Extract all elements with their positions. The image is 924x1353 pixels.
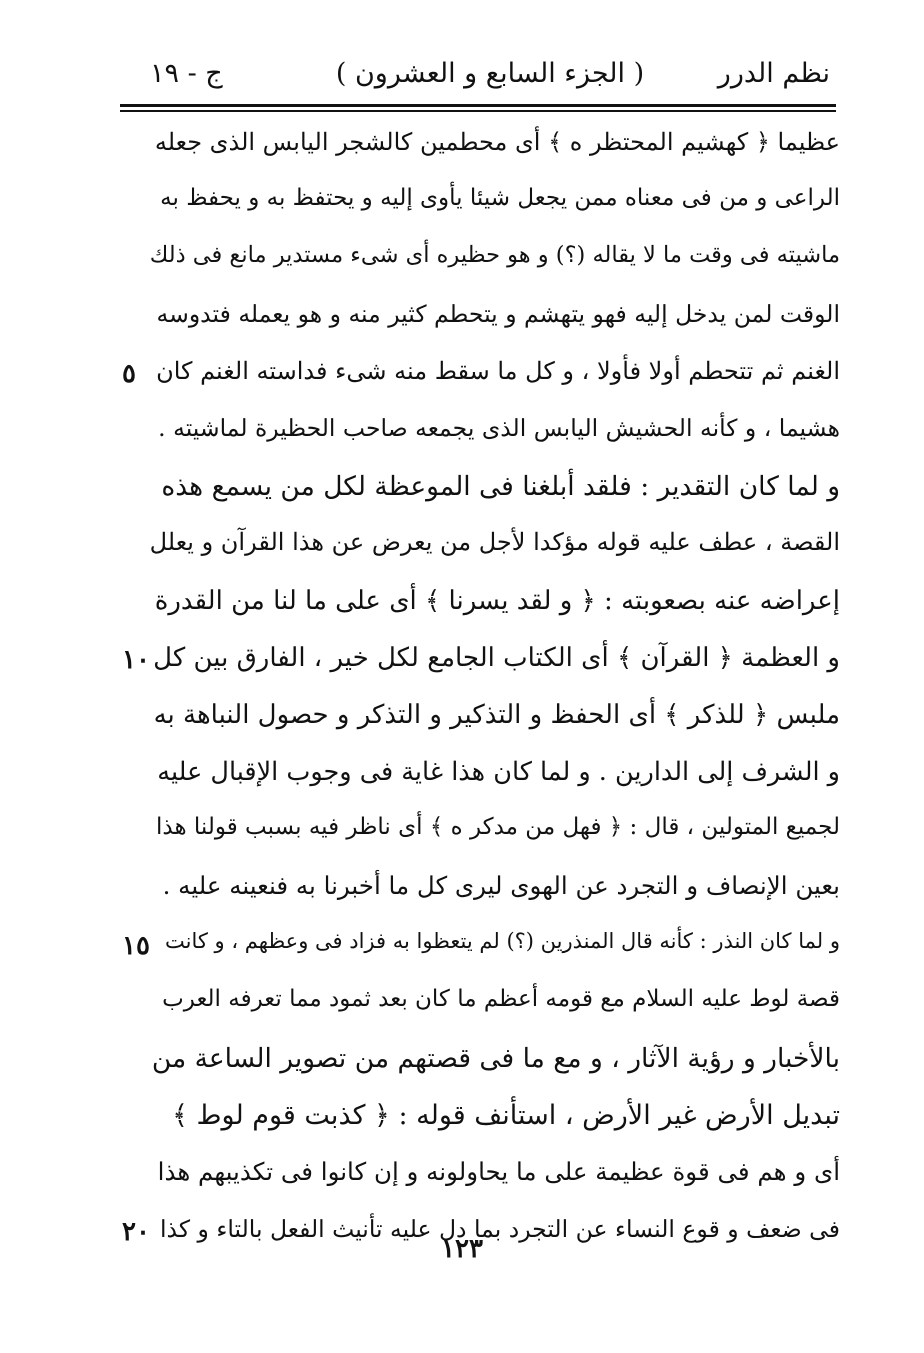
text-line [150,177,840,234]
text-line [150,234,840,291]
line-text: هشيما ، و كأنه الحشيش اليابس الذى يجمعه صاحب الحظيرة لماشيته . [158,413,840,442]
line-number: ٥ [122,358,136,389]
line-text: عظيما ﴿ كهشيم المحتظر ه ﴾ أى محطمين كالشجر اليابس الذى جعله [154,128,840,156]
line-text: ملبس ﴿ للذكر ﴾ أى الحفظ و التذكير و التذكر و حصول النباهة به [153,699,840,730]
book-title: نظم الدرر [717,58,830,89]
line-text: الغنم ثم تتحطم أولا فأولا ، و كل ما سقط منه شىء فداسته الغنم كان [156,356,840,385]
text-line [150,520,840,577]
header-rule-thin [120,110,836,112]
line-text: فى ضعف و قوع النساء عن التجرد بما دل عليه تأنيث الفعل بالتاء و كذا [159,1214,840,1243]
line-text: و لما كان النذر : كأنه قال المنذرين (؟) لم يتعظوا به فزاد فى وعظهم ، و كانت [164,928,840,953]
text-line [150,863,840,920]
line-text: إعراضه عنه بصعوبته : ﴿ و لقد يسرنا ﴾ أى على ما لنا من القدرة [154,585,840,616]
text-line [122,635,840,692]
text-line [122,349,840,406]
line-number: ١٠ [122,644,150,675]
text-line [150,120,840,177]
text-line [150,578,840,635]
line-text: قصة لوط عليه السلام مع قومه أعظم ما كان بعد ثمود مما تعرفه العرب [162,985,840,1012]
running-header [150,52,830,102]
line-text: الراعى و من فى معناه ممن يجعل شيئا يأوى إليه و يحتفظ به و يحفظ به [160,185,840,212]
page-number: ١٢٣ [441,1234,483,1264]
body-text [122,120,840,1264]
line-text: القصة ، عطف عليه قوله مؤكدا لأجل من يعرض عن هذا القرآن و يعلل [149,528,840,557]
header-rule-thick [120,104,836,107]
line-text: بالأخبار و رؤية الآثار ، و مع ما فى قصتهم من تصوير الساعة من [151,1043,840,1074]
line-text: أى و هم فى قوة عظيمة على ما يحاولونه و إن كانوا فى تكذيبهم هذا [157,1157,840,1187]
text-line [150,692,840,749]
volume-number: ج - ١٩ [150,58,223,89]
line-text: لجميع المتولين ، قال : ﴿ فهل من مدكر ه ﴾ أى ناظر فيه بسبب قولنا هذا [156,814,840,841]
text-line [150,806,840,863]
line-number: ٢٠ [122,1216,150,1247]
text-line [150,1149,840,1206]
text-line [150,292,840,349]
line-text: و العظمة ﴿ القرآن ﴾ أى الكتاب الجامع لكل خير ، الفارق بين كل [153,642,840,673]
text-line [150,1035,840,1092]
part-title: ( الجزء السابع و العشرون ) [335,58,645,89]
line-number: ١٥ [122,930,150,961]
line-text: بعين الإنصاف و التجرد عن الهوى ليرى كل ما أخبرنا به فنعينه عليه . [162,871,840,901]
line-text: تبديل الأرض غير الأرض ، استأنف قوله : ﴿ كذبت قوم لوط ﴾ [172,1100,840,1132]
line-text: ماشيته فى وقت ما لا يقاله (؟) و هو حظيره أى شىء مستدير مانع فى ذلك [149,242,840,269]
text-line [150,463,840,520]
line-text: و الشرف إلى الدارين . و لما كان هذا غاية فى وجوب الإقبال عليه [157,757,840,788]
text-line [150,749,840,806]
line-text: و لما كان التقدير : فلقد أبلغنا فى الموعظة لكل من يسمع هذه [161,471,840,503]
text-line [150,406,840,463]
text-line [122,921,840,978]
text-line [150,1092,840,1149]
line-text: الوقت لمن يدخل إليه فهو يتهشم و يتحطم كثير منه و هو يعمله فتدوسه [156,299,840,328]
text-line [150,978,840,1035]
